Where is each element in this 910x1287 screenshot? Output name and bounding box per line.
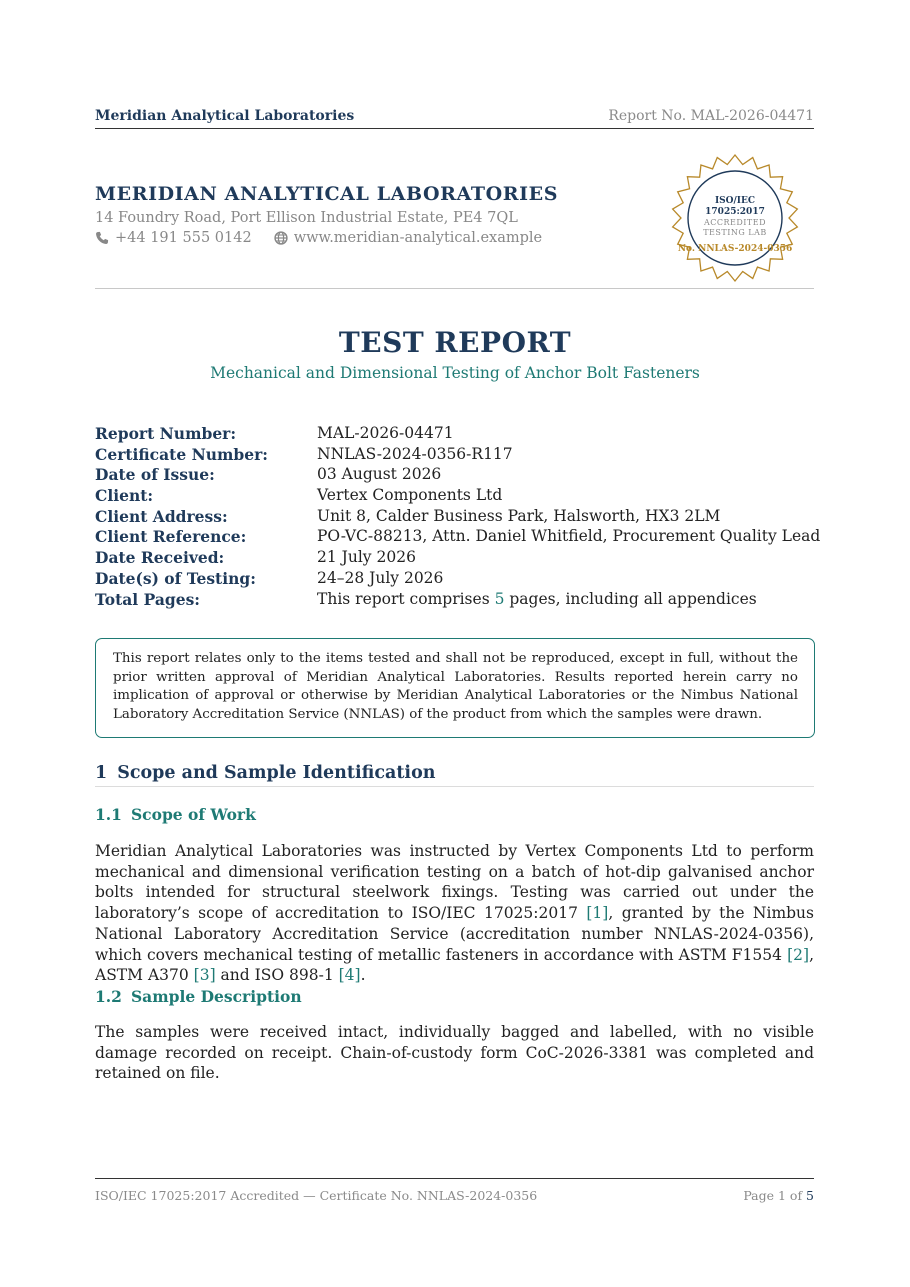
info-label: Certificate Number: xyxy=(95,444,269,464)
phone-number: +44 191 555 0142 xyxy=(115,230,252,246)
scope-of-work-paragraph xyxy=(95,841,814,986)
info-label: Date Received: xyxy=(95,548,225,568)
info-value: 21 July 2026 xyxy=(317,548,416,567)
info-value: MAL-2026-04471 xyxy=(317,424,454,442)
seal-line-3: ACCREDITED xyxy=(703,218,767,227)
subsection-1-1-heading xyxy=(95,805,256,824)
globe-icon xyxy=(274,231,288,245)
seal-line-1: ISO/IEC xyxy=(714,196,756,206)
info-row-dates-testing xyxy=(95,569,820,590)
citation-link[interactable]: [4] xyxy=(338,966,361,985)
subsection-number: 1.1 xyxy=(95,805,122,824)
letterhead-address: 14 Foundry Road, Port Ellison Industrial Estate, PE4 7QL xyxy=(95,210,518,226)
info-row-date-received xyxy=(95,548,820,569)
seal-line-2: 17025:2017 xyxy=(705,207,765,217)
info-value: 24–28 July 2026 xyxy=(317,568,444,587)
seal-line-4: TESTING LAB xyxy=(703,228,767,237)
info-value: NNLAS-2024-0356-R117 xyxy=(317,444,513,463)
letterhead-lab-name: MERIDIAN ANALYTICAL LABORATORIES xyxy=(95,183,559,205)
info-label: Client Reference: xyxy=(95,527,247,547)
info-row-certificate-number xyxy=(95,445,820,466)
header-lab-name: Meridian Analytical Laboratories xyxy=(95,108,355,124)
info-label: Total Pages: xyxy=(95,589,201,609)
citation-link[interactable]: [2] xyxy=(787,945,810,964)
info-row-date-of-issue xyxy=(95,465,820,486)
info-row-client-reference xyxy=(95,527,820,548)
lab-letterhead xyxy=(95,183,558,246)
page-prefix: Page 1 of xyxy=(743,1188,807,1203)
info-label: Date(s) of Testing: xyxy=(95,568,256,588)
report-subtitle: Mechanical and Dimensional Testing of Anchor Bolt Fasteners xyxy=(210,364,700,382)
section-1-heading xyxy=(95,763,814,787)
seal-line-5: No. NNLAS-2024-0356 xyxy=(677,244,793,254)
info-label: Client Address: xyxy=(95,506,228,526)
header-report-number: Report No. MAL-2026-04471 xyxy=(608,108,814,124)
subsection-number: 1.2 xyxy=(95,987,122,1006)
info-row-report-number xyxy=(95,424,820,445)
info-label: Report Number: xyxy=(95,424,237,443)
report-info-table xyxy=(95,424,820,610)
para-text: Meridian Analytical Laboratories was instructed by Vertex Components Ltd to perform mechanical and dimensional verification testing on a batch of hot-dip galvanised anchor bolts intended for structural steelwork fixings. Testing was carried out under the laboratory’s scope of accreditation to ISO/IEC 17025:2017 xyxy=(95,842,814,923)
total-pages-prefix: This report comprises xyxy=(317,589,495,608)
info-label: Client: xyxy=(95,486,154,506)
subsection-title: Scope of Work xyxy=(130,805,256,824)
total-pages-suffix: pages, including all appendices xyxy=(504,589,757,608)
phone-icon xyxy=(95,231,109,245)
page-total-link[interactable]: 5 xyxy=(806,1188,814,1203)
info-value: Vertex Components Ltd xyxy=(317,486,503,505)
info-value: PO-VC-88213, Attn. Daniel Whitfield, Procurement Quality Lead xyxy=(317,527,821,546)
info-value: Unit 8, Calder Business Park, Halsworth, HX3 2LM xyxy=(317,506,721,525)
letterhead-divider xyxy=(95,288,814,289)
report-title: TEST REPORT xyxy=(338,326,572,359)
section-number: 1 xyxy=(95,763,108,783)
para-text: , granted by the Nimbus National Laboratory Accreditation Service (accreditation number NNLAS-2024-0356), which covers mechanical testing of metallic fasteners in accordance with ASTM F1554 xyxy=(95,904,814,964)
website-url[interactable]: www.meridian-analytical.example xyxy=(293,230,543,246)
accreditation-seal xyxy=(670,153,800,283)
info-row-client xyxy=(95,486,820,507)
info-row-total-pages xyxy=(95,590,820,611)
citation-link[interactable]: [1] xyxy=(586,904,609,923)
running-footer xyxy=(95,1178,814,1203)
disclaimer-notice: This report relates only to the items tested and shall not be reproduced, except in full, without the prior written approval of Meridian Analytical Laboratories. Results reported herein carry no implication of approval or otherwise by Meridian Analytical Laboratories or the Nimbus National Laboratory Accreditation Service (NNLAS) of the product from which the samples were drawn. xyxy=(95,638,815,738)
letterhead-contact xyxy=(95,230,558,246)
sample-description-paragraph: The samples were received intact, individually bagged and labelled, with no visible damage recorded on receipt. Chain-of-custody form CoC-2026-3381 was completed and retained on file. xyxy=(95,1023,814,1083)
info-value: 03 August 2026 xyxy=(317,465,442,484)
total-pages-link[interactable]: 5 xyxy=(494,589,505,608)
para-text: and ISO 898-1 xyxy=(215,966,339,985)
para-text: . xyxy=(360,966,366,985)
footer-page-number xyxy=(743,1188,814,1203)
citation-link[interactable]: [3] xyxy=(193,966,216,985)
footer-accreditation: ISO/IEC 17025:2017 Accredited — Certificate No. NNLAS-2024-0356 xyxy=(95,1188,538,1203)
para-text: , ASTM A370 xyxy=(95,945,814,985)
subsection-1-2-heading xyxy=(95,987,302,1006)
info-label: Date of Issue: xyxy=(95,465,215,485)
section-title: Scope and Sample Identification xyxy=(117,763,436,783)
running-header xyxy=(95,108,814,129)
info-row-client-address xyxy=(95,507,820,528)
info-value xyxy=(317,590,820,611)
subsection-title: Sample Description xyxy=(130,987,302,1006)
